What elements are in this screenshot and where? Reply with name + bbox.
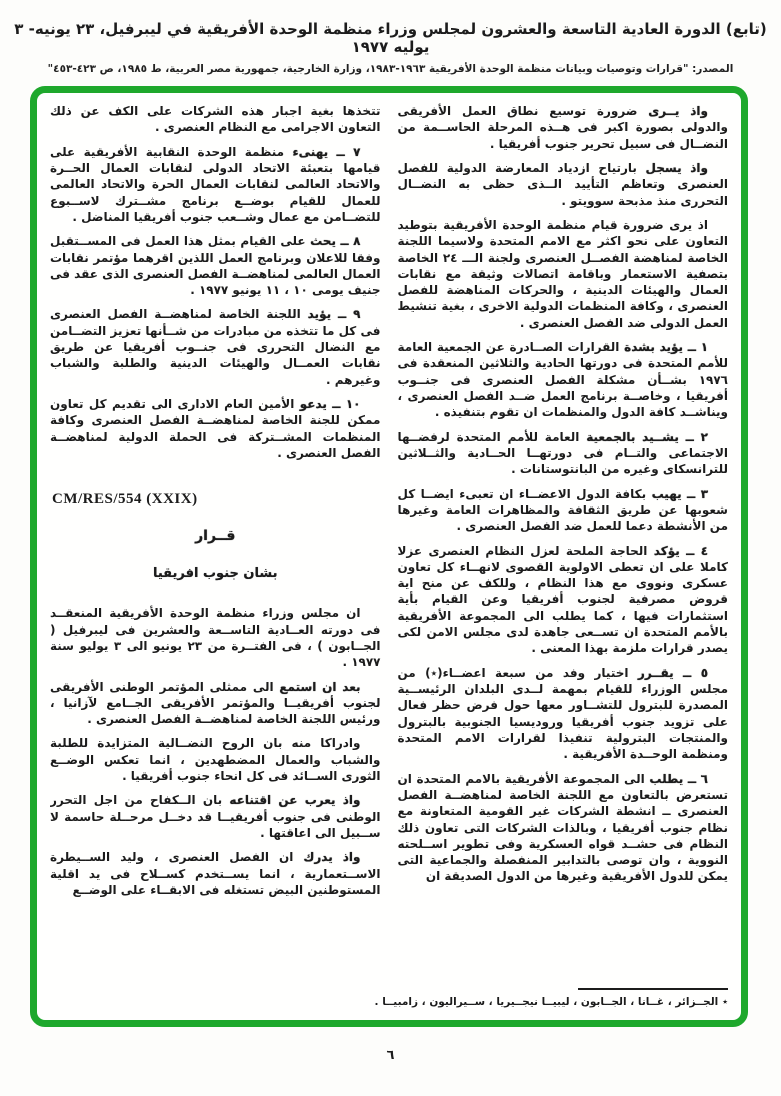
paragraph-resolution-5 (398, 665, 729, 763)
paragraph-lead: واذ يعرب عن اقتناعه (229, 793, 361, 808)
paragraph (398, 160, 729, 209)
paragraph-text: اذ يرى ضرورة قيام منظمة الوحدة الأفريقية بتوطيد التعاون على نحو اكثر مع الامم المتحدة ولاسيما اللجنة الخاصة لمناهضة الفصــل العنصرى ولجنة الـــ ٢٤ الخاصة بتصفية الاستعمار وباقامة اتصالات وثيقة مع نقابات العمال والهيئات الدينية ، والحركات المناهضة للفصل العنصرى ، وكافة المنظمات الدولية الاخرى ، بغية تنشيط العمل الدولى ضد الفصل العنصرى . (397, 217, 728, 330)
paragraph-resolution-9 (50, 306, 381, 388)
footnote-text: الجــزائر ، غــانا ، الجــابون ، ليبيــا نيجــيريا ، ســيراليون ، زامبيــا . (374, 996, 719, 1008)
paragraph-resolution-2 (398, 429, 729, 478)
paragraph-text: العامة للأمم المتحدة لرفضــها الاجتماعى والتــام فى دورتهــا الحــادية والثــلاثين للترانسكاى وغيره من البانتوستانات . (397, 429, 728, 477)
paragraph-text: تتخذها بغية اجبار هذه الشركات على الكف عن ذلك التعاون الاجرامى مع النظام العنصرى . (50, 104, 381, 135)
paragraph-continuation (50, 103, 381, 136)
paragraph-text: منظمة الوحدة النقابية الأفريقية على قيامها بتعبئة الاتحاد الدولى لنقابات العمال الحــرة والاتحاد العالمى لنقابات العمال الحرة والاتحاد العالمى للعمال للقيام بوضــع برنامج مشــترك لاســبوع للتضــامن مع عمال وشــعب جنوب أفريقيا المناضل . (50, 144, 381, 224)
paragraph-resolution-4 (398, 543, 729, 657)
resolution-subheading: بشان جنوب افريقيا (152, 566, 278, 582)
document-header (0, 20, 781, 75)
paragraph-text: الأمين العام الادارى الى تقديم كل تعاون ممكن للجنة الخاصة لمناهضــة الفصل العنصرى وكافة المنظمات المشــتركة فى الحملة الدولية لمناهضــة الفصل العنصرى . (50, 397, 381, 460)
paragraph-resolution-10 (50, 396, 381, 461)
paragraph-lead: ٨ ــ يحث (310, 234, 361, 249)
paragraph-lead: ٩ ــ يؤيد (307, 307, 361, 322)
two-column-text-area (50, 103, 728, 962)
paragraph-text: القرارات الصــادرة عن الجمعية العامة للأمم المتحدة فى دورتها الحادية والثلاثين المنعقدة فى ١٩٧٦ بشــأن مشكلة الفصل العنصرى فى جنــوب أفريقيا ، وخاصــة برنامج العمل ضــد الفصل العنصرى ، ويناشــد كافة الدول والمنظمات ان تقوم بتنفيذه . (397, 340, 728, 420)
resolution-reference: CM/RES/554 (XXIX) (52, 491, 198, 508)
paragraph-lead: واذ يــرى (648, 104, 708, 118)
paragraph-lead: ٧ ــ يهنىء (292, 144, 361, 159)
paragraph-text: بارتياح ازدياد المعارضة الدولية للفصل العنصرى وتعاظم التأييد الــذى حظى به النضــال التحررى منذ مذبحة سوويتو . (397, 160, 728, 208)
paragraph-text: ضرورة توسيع نطاق العمل الأفريقى والدولى بصورة اكبر فى هــذه المرحلة الحاســمة من النضــال فى سبيل تحرير جنوب أفريقيا . (397, 104, 728, 151)
paragraph-text: الحاجة الملحة لعزل النظام العنصرى عزلا كاملا على ان تعطى الاولوية القصوى لانهــاء كل تعاون عسكرى ونووى مع هذا النظام ، وللكف عن منح اية قروض مصرفية لجنوب أفريقيا وعن القيام بأية استثمارات فيها ، كما يطلب الى المجموعة الأفريقية بالأمم المتحدة ان تســعى جاهدة لدى مجلس الامن لكى يصدر قرارات ملزمة بهذا المعنى . (397, 543, 728, 656)
footnote (50, 996, 728, 1008)
paragraph-lead: ٢ ــ يشــيد بالجمعية (586, 429, 708, 444)
paragraph-lead: ١٠ ــ يدعو (299, 397, 361, 411)
paragraph-text: اللجنة الخاصة لمناهضــة الفصل العنصرى فى كل ما تتخذه من مبادرات من شــأنها تعزيز التضــامن مع النضال التحررى فى جنــوب أفريقيا عن طريق نقابات العمــال والهيئات الدينية والطلبة والشباب وغيرهم . (50, 307, 381, 387)
document-title: (تابع) الدورة العادية التاسعة والعشرون لمجلس وزراء منظمة الوحدة الأفريقية في ليبرفيل، ٢٣ يونيه- ٣ يوليه ١٩٧٧ (14, 20, 767, 56)
paragraph-resolution-6 (398, 771, 729, 885)
paragraph-resolution-3 (398, 486, 729, 535)
resolution-heading: قــرار (195, 528, 236, 545)
paragraph-text: اختيار وفد من سبعة اعضــاء(٭) من مجلس الوزراء للقيام بمهمة لــدى البلدان الرئيســية المصدرة للبترول للتشــاور معها حول فرض حظر فعال على تزويد جنوب أفريقيا وروديسيا الجنوبية بالبترول والمنتجات البترولية تنفيذا لقرارات الامم المتحدة ومنظمة الوحــدة الأفريقية . (397, 665, 728, 762)
paragraph-preamble (50, 605, 381, 670)
paragraph-text: الى ممثلى المؤتمر الوطنى الأفريقى لجنوب أفريقيــا والمؤتمر الأفريقى الجــامع لآزانيا ، ورئيس اللجنة الخاصة لمناهضــة الفصل العنصرى . (50, 679, 381, 727)
paragraph-lead: ٣ ــ يهيب (651, 486, 709, 501)
paragraph-resolution-8 (50, 233, 381, 298)
left-column (50, 103, 381, 962)
paragraph (50, 679, 381, 728)
paragraph (50, 735, 381, 784)
document-source-line: المصدر: "قرارات وتوصيات وبيانات منظمة الوحدة الأفريقية ١٩٦٣-١٩٨٣، وزارة الخارجية، جمهورية مصر العربية، ط ١٩٨٥، ص ٤٢٣-٤٥٣" (47, 63, 734, 75)
paragraph-resolution-1 (398, 339, 729, 421)
right-column (398, 103, 729, 962)
paragraph (50, 849, 381, 898)
paragraph-lead: بعد ان استمع (279, 679, 361, 694)
paragraph (398, 217, 729, 331)
footnote-separator (578, 988, 728, 990)
paragraph-lead: ٦ ــ يطلب (649, 771, 708, 786)
paragraph-resolution-7 (50, 144, 381, 226)
paragraph-text: ان مجلس وزراء منظمة الوحدة الأفريقية المنعقــد فى دورته العــادية التاســعة والعشرين فى ليبرفيل ( الجــابون ) ، فى الفتــرة من ٢٣ يونيو الى ٣ يوليو سنة ١٩٧٧ . (50, 606, 381, 670)
paragraph-text: على القيام بمثل هذا العمل فى المســتقبل وفقا للاعلان وبرنامج العمل اللذين اقرهما مؤتمر نقابات العمال العالمى لمناهضــة الفصل العنصرى الذى عقد فى جنيف يومى ١٠ ، ١١ يونيو ١٩٧٧ . (50, 234, 381, 298)
paragraph-lead: ١ ــ يؤيد بشدة (624, 340, 709, 355)
paragraph-lead: ٥ ــ يقــرر (637, 665, 709, 680)
paragraph-text: ان الفصل العنصرى ، وليد الســيطرة الاســتعمارية ، انما يســتخدم كســلاح فى يد اقلية المستوطنين البيض تستغله فى الابقــاء على الوضــع (50, 850, 381, 897)
paragraph (398, 103, 729, 152)
paragraph-lead: ٤ ــ يؤكد (653, 543, 709, 558)
page-number: ٦ (386, 1048, 395, 1063)
paragraph (50, 792, 381, 841)
paragraph-text: الى المجموعة الأفريقية بالامم المتحدة ان تستعرض بالتعاون مع اللجنة الخاصة لمناهضــة الفصل العنصرى ــ انشطة الشركات غير القومية المتعاونة مع نظام جنوب أفريقيا ، وبالذات الشركات التى تعاون ذلك النظام فى حشــد قواه العسكرية وفى تطوير اســلحته النووية ، وان توصى بالتدابير المنفصلة والجماعية التى يمكن للدول الأفريقية وغيرها من الدول الصديقة ان (397, 771, 728, 884)
paragraph-lead: واذ يسجل (645, 160, 708, 175)
footnote-area (50, 988, 728, 1008)
green-border-frame (30, 86, 748, 1027)
paragraph-text: بكافة الدول الاعضــاء ان تعبىء ايضــا كل شعوبها عن طريق الثقافة والمظاهرات العامة وغيرها من الأنشطة دعما للعمل ضد الفصل العنصرى . (397, 486, 728, 534)
paragraph-text: وادراكا منه بان الروح النضــالية المتزايدة للطلبة والشباب والعمال المضطهدين ، انما تعكس الوضــع الثورى الســائد فى كل انحاء جنوب أفريقيا . (50, 736, 381, 784)
footnote-asterisk-icon: ٭ (722, 996, 728, 1008)
paragraph-text: بان الــكفاح من اجل التحرر الوطنى فى جنوب أفريقيــا قد دخــل مرحــلة حاسمة لا ســبيل الى اعاقتها . (50, 793, 381, 840)
paragraph-lead: واذ يدرك (303, 850, 361, 865)
